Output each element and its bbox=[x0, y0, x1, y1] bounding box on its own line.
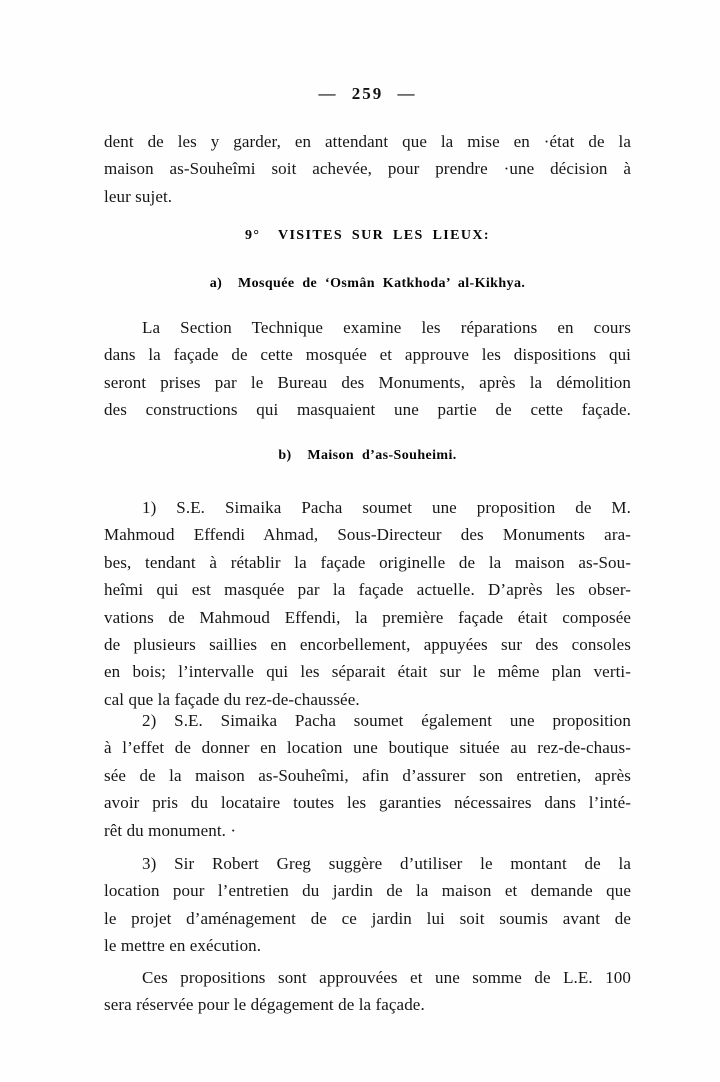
text-line: Mahmoud Effendi Ahmad, Sous-Directeur des Monuments ara- bbox=[104, 525, 631, 545]
paragraph-item-2 bbox=[104, 707, 631, 844]
text-line: 3) Sir Robert Greg suggère d’utiliser le montant de la bbox=[142, 854, 631, 873]
paragraph-conclusion bbox=[104, 964, 631, 1019]
text-line: heîmi qui est masquée par la façade actuelle. D’après les obser- bbox=[104, 580, 631, 600]
text-line: 1) S.E. Simaika Pacha soumet une proposition de M. bbox=[142, 498, 631, 517]
text-line: de plusieurs saillies en encorbellement, appuyées sur des consoles bbox=[104, 635, 631, 655]
text-line: dent de les y garder, en attendant que la mise en ·état de la bbox=[104, 132, 631, 151]
text-line: sée de la maison as-Souheîmi, afin d’assurer son entretien, après bbox=[104, 765, 631, 785]
paragraph-item-1 bbox=[104, 494, 631, 713]
text-line: rêt du monument. · bbox=[104, 820, 237, 840]
text-line: Ces propositions sont approuvées et une somme de L.E. 100 bbox=[142, 968, 631, 987]
page-number: — 259 — bbox=[318, 84, 417, 103]
text-line: à l’effet de donner en location une boutique située au rez-de-chaus- bbox=[104, 738, 631, 758]
text-line: en bois; l’intervalle qui les séparait était sur le même plan verti- bbox=[104, 662, 631, 682]
paragraph-continuation bbox=[104, 128, 631, 210]
text-line: sera réservée pour le dégagement de la façade. bbox=[104, 995, 425, 1015]
text-line: avoir pris du locataire toutes les garanties nécessaires dans l’inté- bbox=[104, 793, 631, 813]
subheading-b-maison: b) Maison d’as-Souheimi. bbox=[278, 448, 457, 463]
text-line: cal que la façade du rez-de-chaussée. bbox=[104, 689, 360, 709]
text-line: vations de Mahmoud Effendi, la première façade était composée bbox=[104, 607, 631, 627]
text-line: seront prises par le Bureau des Monuments, après la démolition bbox=[104, 372, 631, 392]
text-line: location pour l’entretien du jardin de la maison et demande que bbox=[104, 881, 631, 901]
text-line: leur sujet. bbox=[104, 186, 173, 206]
section-heading-visites: 9° VISITES SUR LES LIEUX: bbox=[245, 228, 490, 243]
paragraph-item-3 bbox=[104, 850, 631, 960]
text-line: La Section Technique examine les réparations en cours bbox=[142, 318, 631, 337]
paragraph-mosquee bbox=[104, 314, 631, 424]
text-line: le mettre en exécution. bbox=[104, 936, 262, 956]
text-line: le projet d’aménagement de ce jardin lui soit soumis avant de bbox=[104, 908, 631, 928]
text-line: bes, tendant à rétablir la façade originelle de la maison as-Sou- bbox=[104, 552, 631, 572]
subheading-a-mosquee: a) Mosquée de ‘Osmân Katkhoda’ al-Kikhya. bbox=[209, 276, 526, 291]
text-line: 2) S.E. Simaika Pacha soumet également une proposition bbox=[142, 711, 631, 730]
text-line: des constructions qui masquaient une partie de cette façade. bbox=[104, 400, 631, 420]
text-line: dans la façade de cette mosquée et approuve les dispositions qui bbox=[104, 345, 631, 365]
text-line: maison as-Souheîmi soit achevée, pour prendre ·une décision à bbox=[104, 159, 631, 179]
